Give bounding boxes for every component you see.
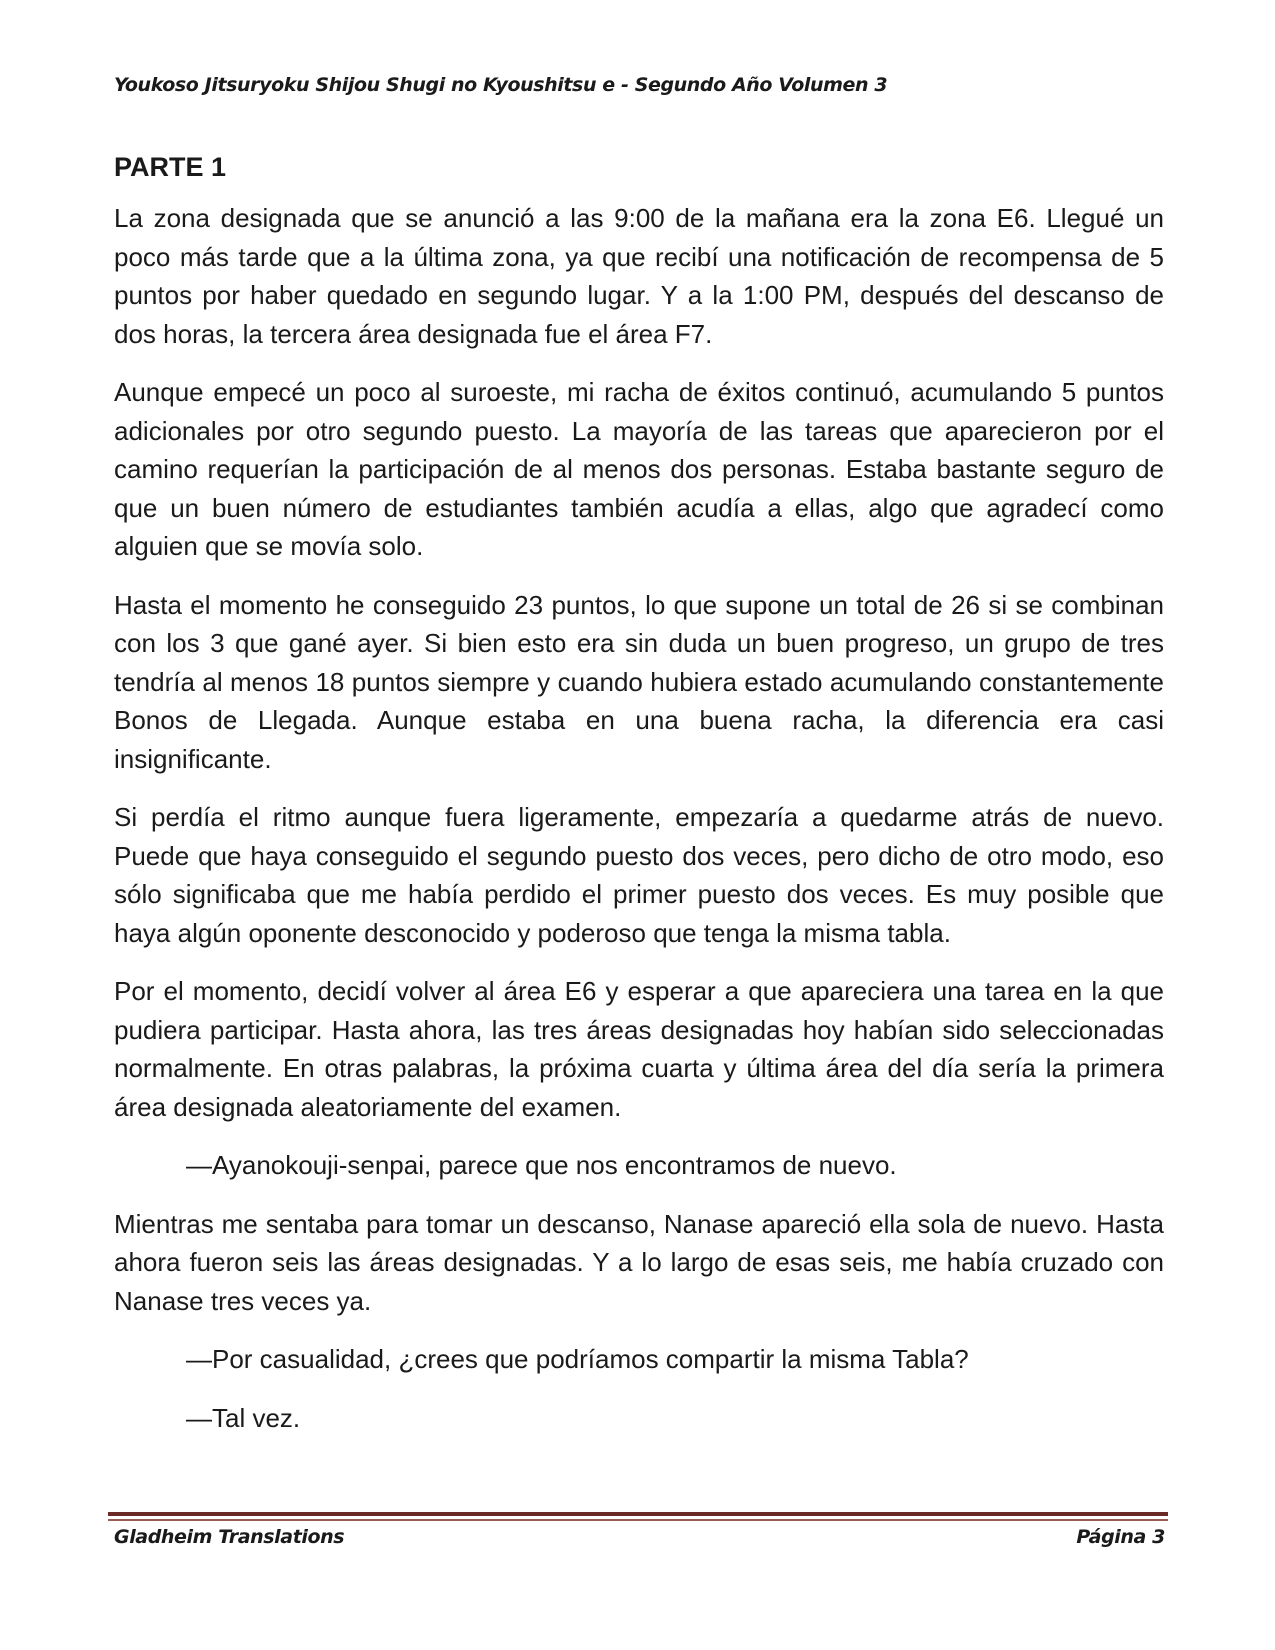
body-paragraph: Mientras me sentaba para tomar un descanso, Nanase apareció ella sola de nuevo. Hasta ahora fueron seis las áreas designadas. Y a lo largo de esas seis, me había cruzado con Nanase tres veces ya. — [114, 1208, 1164, 1316]
page-body — [114, 148, 1164, 1457]
body-paragraph: Hasta el momento he conseguido 23 puntos, lo que supone un total de 26 si se combinan con los 3 que gané ayer. Si bien esto era sin duda un buen progreso, un grupo de tres tendría al menos 18 puntos siempre y cuando hubiera estado acumulando constantemente Bonos de Llegada. Aunque estaba en una buena racha, la diferencia era casi insignificante. — [114, 589, 1164, 774]
dialogue-line: —Ayanokouji-senpai, parece que nos encontramos de nuevo. — [186, 1150, 897, 1180]
body-paragraph: Aunque empecé un poco al suroeste, mi racha de éxitos continuó, acumulando 5 puntos adicionales por otro segundo puesto. La mayoría de las tareas que aparecieron por el camino requerían la participación de al menos dos personas. Estaba bastante seguro de que un buen número de estudiantes también acudía a ellas, algo que agradecí como alguien que se movía solo. — [114, 377, 1164, 561]
page-number: Página 3 — [1076, 1526, 1165, 1548]
body-paragraph: La zona designada que se anunció a las 9:00 de la mañana era la zona E6. Llegué un poco más tarde que a la última zona, ya que recibí una notificación de recompensa de 5 puntos por haber quedado en segundo lugar. Y a la 1:00 PM, después del descanso de dos horas, la tercera área designada fue el área F7. — [114, 203, 1164, 349]
footer-divider-thin — [108, 1519, 1168, 1521]
section-title: PARTE 1 — [114, 152, 227, 182]
body-paragraph: Si perdía el ritmo aunque fuera ligeramente, empezaría a quedarme atrás de nuevo. Puede que haya conseguido el segundo puesto dos veces, pero dicho de otro modo, eso sólo significaba que me había perdido el primer puesto dos veces. Es muy posible que haya algún oponente desconocido y poderoso que tenga la misma tabla. — [114, 802, 1164, 948]
running-header-title: Youkoso Jitsuryoku Shijou Shugi no Kyoushitsu e - Segundo Año Volumen 3 — [114, 74, 888, 96]
body-paragraph: Por el momento, decidí volver al área E6 y esperar a que apareciera una tarea en la que pudiera participar. Hasta ahora, las tres áreas designadas hoy habían sido seleccionadas normalmente. En otras palabras, la próxima cuarta y última área del día sería la primera área designada aleatoriamente del examen. — [114, 976, 1164, 1122]
footer-credit: Gladheim Translations — [114, 1526, 345, 1548]
footer-divider — [108, 1512, 1168, 1516]
dialogue-line: —Por casualidad, ¿crees que podríamos compartir la misma Tabla? — [186, 1344, 969, 1374]
dialogue-line: —Tal vez. — [186, 1402, 301, 1433]
